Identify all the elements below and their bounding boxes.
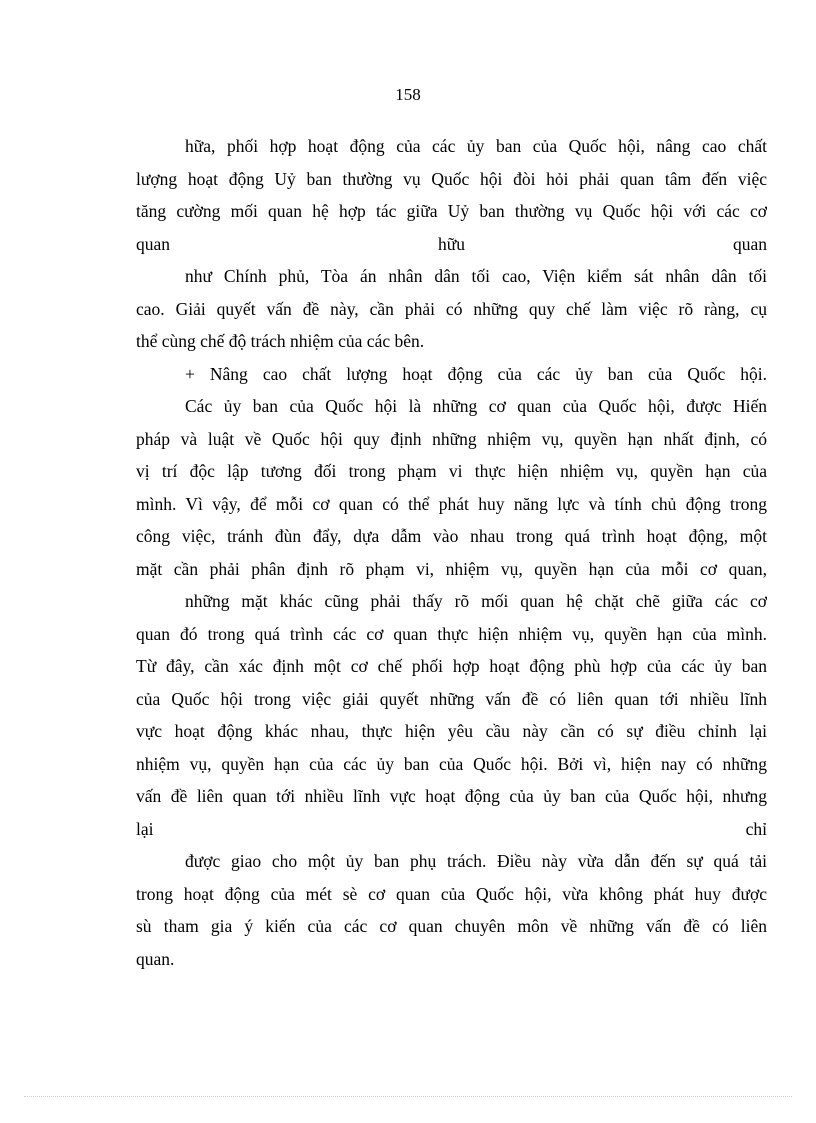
text-line: lượng hoạt động Uỷ ban thường vụ Quốc hội đòi hỏi phải quan tâm đến việc [136,168,767,189]
text-line: pháp và luật về Quốc hội quy định những nhiệm vụ, quyền hạn nhất định, có [136,428,767,449]
text-line: sù tham gia ý kiến của các cơ quan chuyên môn về những vấn đề có liên [136,916,767,936]
text-line: quan đó trong quá trình các cơ quan thực hiện nhiệm vụ, quyền hạn của mình. [136,623,767,644]
text-line: Các ủy ban của Quốc hội là những cơ quan của Quốc hội, được Hiến [185,396,767,416]
text-line: thể cùng chế độ trách nhiệm của các bên. [136,331,425,351]
text-line: những mặt khác cũng phải thấy rõ mối quan hệ chặt chẽ giữa các cơ [185,591,767,611]
page-number: 158 [395,85,421,104]
text-line: Từ đây, cần xác định một cơ chế phối hợp hoạt động phù hợp của các ủy ban [136,656,767,676]
text-line: quan. [136,948,175,969]
text-line: tăng cường mối quan hệ hợp tác giữa Uỷ ban thường vụ Quốc hội với các cơ [136,201,767,221]
text-line: vấn đề liên quan tới nhiều lĩnh vực hoạt động của ủy ban của Quốc hội, nhưng [136,786,767,806]
text-line: mình. Vì vậy, để mỗi cơ quan có thể phát huy năng lực và tính chủ động trong [136,493,767,514]
text-line: nhiệm vụ, quyền hạn của các ủy ban của Quốc hội. Bởi vì, hiện nay có những [136,753,767,774]
text-line: + Nâng cao chất lượng hoạt động của các ủy ban của Quốc hội. [185,363,767,384]
text-line: như Chính phủ, Tòa án nhân dân tối cao, Viện kiểm sát nhân dân tối [185,266,767,286]
text-line: công việc, tránh đùn đẩy, dựa dẫm vào nhau trong quá trình hoạt động, một [136,526,767,546]
text-line: vị trí độc lập tương đối trong phạm vi thực hiện nhiệm vụ, quyền hạn của [136,461,767,481]
text-line: được giao cho một ủy ban phụ trách. Điều này vừa dẫn đến sự quá tải [185,851,767,871]
text-line: vực hoạt động khác nhau, thực hiện yêu cầu này cần có sự điều chỉnh lại [136,721,767,741]
text-line: hữa, phối hợp hoạt động của các ủy ban của Quốc hội, nâng cao chất [185,136,767,156]
text-line: mặt cần phải phân định rõ phạm vi, nhiệm vụ, quyền hạn của mỗi cơ quan, [136,558,767,579]
footer-divider [24,1096,792,1097]
text-line: của Quốc hội trong việc giải quyết những vấn đề có liên quan tới nhiều lĩnh [136,688,767,709]
text-line: lại chỉ [136,818,767,839]
text-line: trong hoạt động của mét sè cơ quan của Quốc hội, vừa không phát huy được [136,883,767,904]
body-text [136,130,767,975]
text-line: quan hữu quan [136,233,767,254]
text-line: cao. Giải quyết vấn đề này, cần phải có những quy chế làm việc rõ ràng, cụ [136,298,767,319]
